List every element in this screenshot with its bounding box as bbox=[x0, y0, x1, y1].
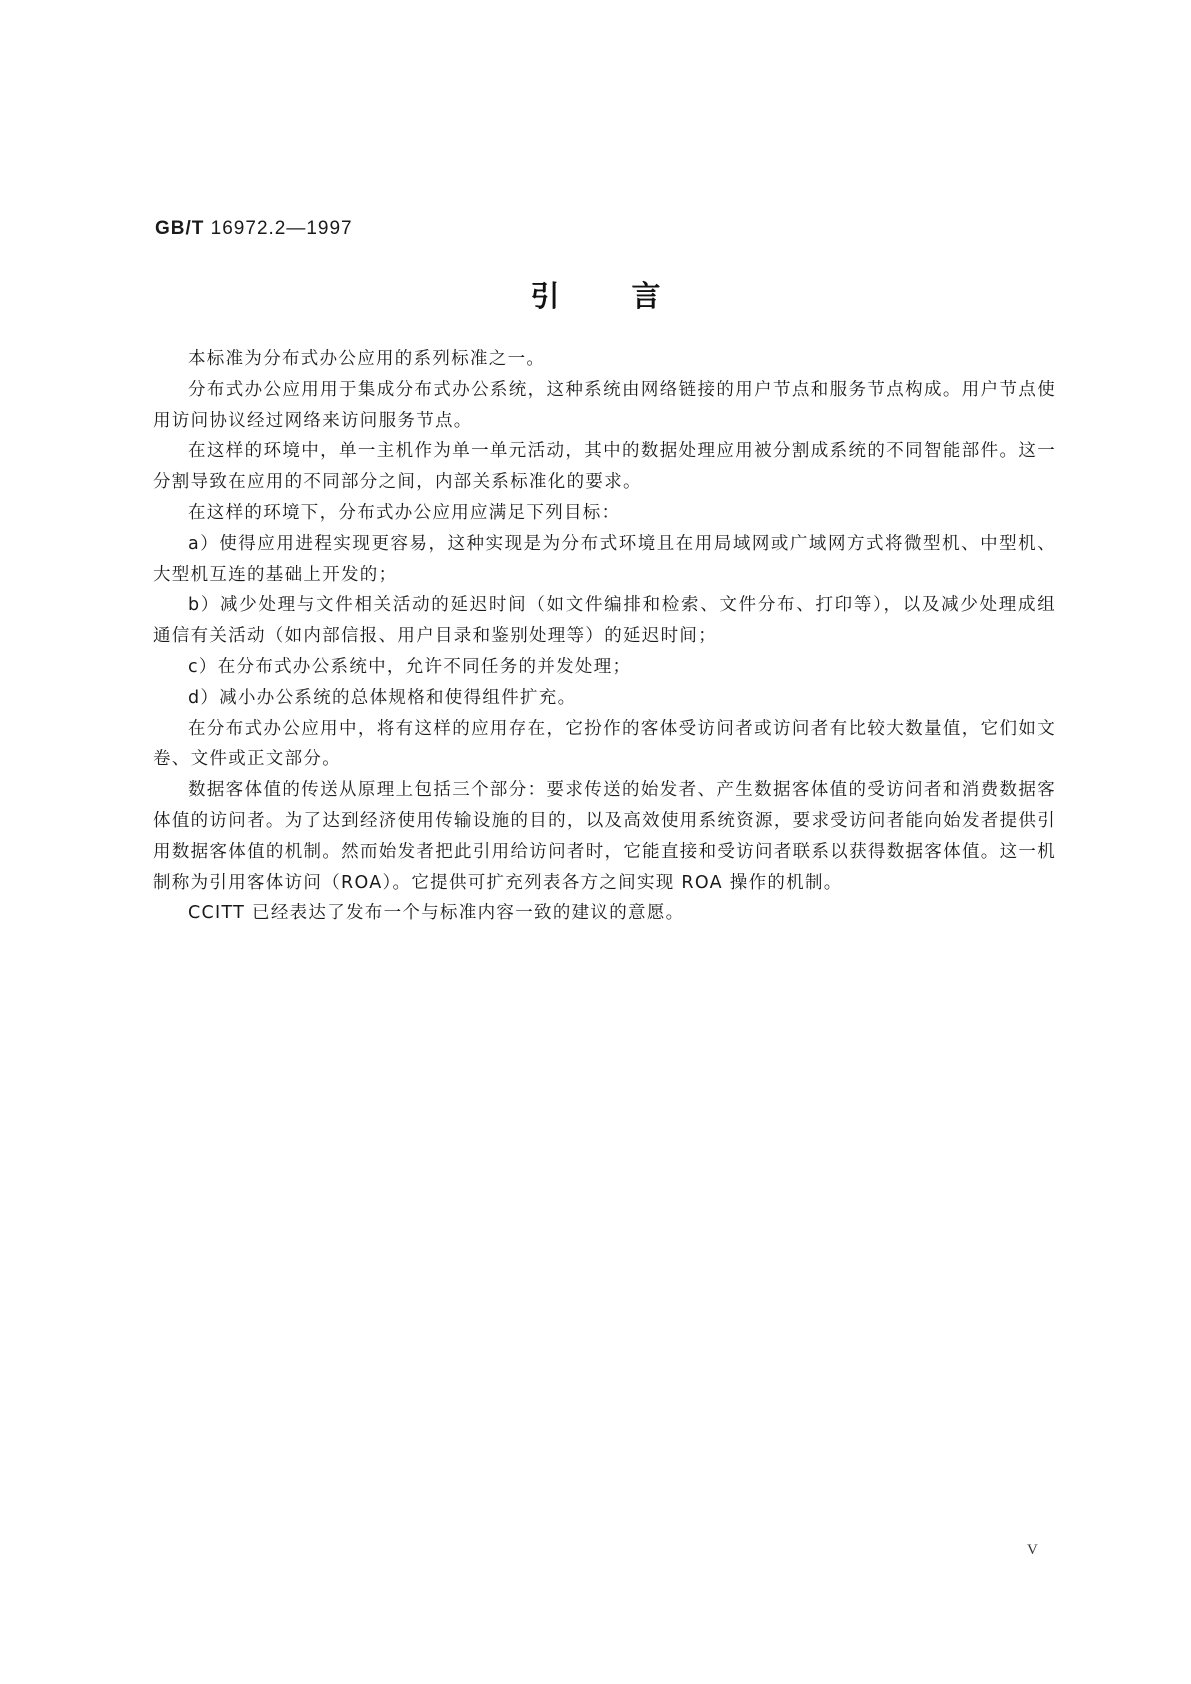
list-item-c: c）在分布式办公系统中，允许不同任务的并发处理； bbox=[188, 656, 632, 677]
standard-code bbox=[155, 218, 353, 240]
list-item-d: d）减小办公系统的总体规格和使得组件扩充。 bbox=[188, 687, 577, 708]
list-item-a: a）使得应用进程实现更容易，这种实现是为分布式环境且在用局域网或广域网方式将微型机、中型机、大型机互连的基础上开发的； bbox=[153, 533, 1056, 585]
paragraph: 分布式办公应用用于集成分布式办公系统，这种系统由网络链接的用户节点和服务节点构成。用户节点使用访问协议经过网络来访问服务节点。 bbox=[153, 379, 1056, 431]
introduction-body bbox=[153, 344, 1056, 929]
paragraph: 数据客体值的传送从原理上包括三个部分：要求传送的始发者、产生数据客体值的受访问者和消费数据客体值的访问者。为了达到经济使用传输设施的目的，以及高效使用系统资源，要求受访问者能向始发者提供引用数据客体值的机制。然而始发者把此引用给访问者时，它能直接和受访问者联系以获得数据客体值。这一机制称为引用客体访问（ROA）。它提供可扩充列表各方之间实现 ROA 操作的机制。 bbox=[153, 780, 1056, 893]
page-title: 引言 bbox=[530, 279, 733, 313]
paragraph: CCITT 已经表达了发布一个与标准内容一致的建议的意愿。 bbox=[188, 903, 685, 924]
page-number: V bbox=[1027, 1542, 1038, 1558]
standard-code-number: 16972.2—1997 bbox=[210, 218, 353, 239]
paragraph: 在分布式办公应用中，将有这样的应用存在，它扮作的客体受访问者或访问者有比较大数量值，它们如文卷、文件或正文部分。 bbox=[153, 718, 1056, 770]
paragraph: 在这样的环境下，分布式办公应用应满足下列目标： bbox=[188, 502, 621, 523]
paragraph: 在这样的环境中，单一主机作为单一单元活动，其中的数据处理应用被分割成系统的不同智能部件。这一分割导致在应用的不同部分之间，内部关系标准化的要求。 bbox=[153, 441, 1056, 493]
paragraph: 本标准为分布式办公应用的系列标准之一。 bbox=[188, 349, 546, 369]
standard-code-prefix: GB/T bbox=[155, 218, 205, 239]
list-item-b: b）减少处理与文件相关活动的延迟时间（如文件编排和检索、文件分布、打印等），以及减少处理成组通信有关活动（如内部信报、用户目录和鉴别处理等）的延迟时间； bbox=[153, 595, 1056, 647]
